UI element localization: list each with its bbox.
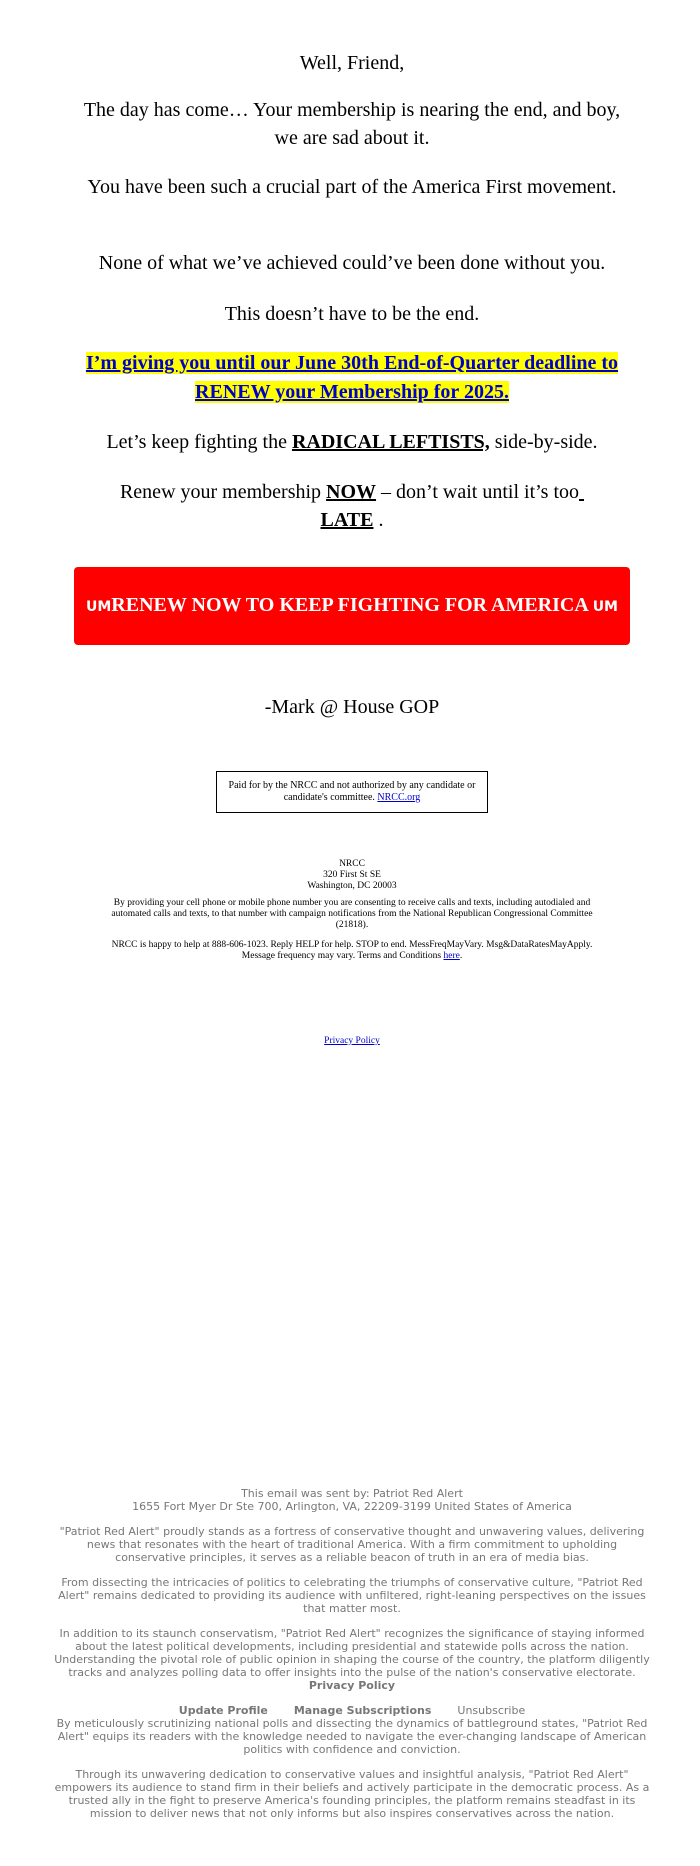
signature: -Mark @ House GOP: [264, 696, 440, 718]
late-emphasis: LATE: [320, 509, 374, 531]
footer-paragraph-1: "Patriot Red Alert" proudly stands as a fortress of conservative thought and unwavering values, delivering news that resonates with the heart of traditional America. With a firm commitment to upholding conservative principles, it serves as a reliable beacon of truth in an era of media bias.: [59, 1525, 645, 1564]
cta-mark-right-icon: UM: [592, 599, 618, 615]
street-address: 320 First St SE: [323, 870, 381, 880]
sms-help-end: .: [459, 951, 463, 961]
paragraph-keep-fighting: [74, 428, 630, 456]
nrcc-address-block: [100, 859, 604, 892]
footer-privacy-policy-link[interactable]: Privacy Policy: [308, 1679, 396, 1692]
period-text: .: [373, 509, 384, 531]
paid-for-disclaimer-box: [216, 771, 488, 813]
keep-fighting-text: Let’s keep fighting the: [106, 431, 292, 453]
unsubscribe-link[interactable]: Unsubscribe: [457, 1704, 526, 1717]
paragraph-achievements: None of what we’ve achieved could’ve been done without you.: [98, 252, 606, 274]
footer-paragraph-2: From dissecting the intricacies of politics to celebrating the triumphs of conservative culture, "Patriot Red Alert" remains dedicated to providing its audience with unfiltered, right-leaning perspectives on the issues that matter most.: [58, 1576, 646, 1615]
now-emphasis: NOW: [326, 481, 377, 503]
paragraph-crucial-part: You have been such a crucial part of the America First movement.: [87, 176, 617, 198]
update-profile-link[interactable]: Update Profile: [178, 1704, 268, 1717]
manage-subscriptions-link[interactable]: Manage Subscriptions: [293, 1704, 432, 1717]
dont-wait-text: – don’t wait until it’s too: [376, 481, 580, 503]
sms-help-text: [100, 940, 604, 962]
sms-consent-text: By providing your cell phone or mobile phone number you are consenting to receive calls and texts, including autodialed and automated calls and texts, to that number with campaign notifications from the National Republican Congressional Committee (21818).: [111, 898, 593, 930]
radical-leftists-emphasis: RADICAL LEFTISTS,: [291, 431, 490, 453]
paid-for-text: Paid for by the NRCC and not authorized by any candidate or candidate's committee.: [228, 780, 476, 803]
footer-paragraph-5: Through its unwavering dedication to conservative values and insightful analysis, "Patriot Red Alert" empowers its audience to stand firm in their beliefs and actively participate in the democratic process. As a trusted ally in the fight to preserve America's founding principles, the platform remains steadfast in its mission to deliver news that not only informs but also inspires conservatives across the nation.: [54, 1768, 650, 1820]
renewal-deadline-text: I’m giving you until our June 30th End-of-Quarter deadline to RENEW your Membership for 2025.: [85, 352, 619, 403]
footer-links: [52, 1704, 652, 1717]
paragraph-renew-now: [74, 478, 630, 534]
greeting: Well, Friend,: [299, 52, 405, 74]
privacy-policy-container: [100, 1036, 604, 1047]
side-by-side-text: side-by-side.: [489, 431, 598, 453]
renewal-deadline-callout: [74, 349, 630, 407]
city-address: Washington, DC 20003: [307, 881, 397, 891]
renew-now-button[interactable]: [74, 567, 630, 645]
footer: [52, 1487, 652, 1820]
org-name: NRCC: [339, 859, 365, 869]
underlined-space: [579, 481, 584, 503]
renew-now-button-label: RENEW NOW TO KEEP FIGHTING FOR AMERICA: [111, 594, 593, 616]
sent-by-text: This email was sent by: Patriot Red Alert: [241, 1487, 463, 1500]
cta-mark-left-icon: UM: [85, 599, 112, 615]
paragraph-not-the-end: This doesn’t have to be the end.: [224, 303, 480, 325]
privacy-policy-link[interactable]: Privacy Policy: [324, 1036, 380, 1046]
sms-help-body: NRCC is happy to help at 888-606-1023. Reply HELP for help. STOP to end. MessFreqMayVary. Msg&DataRatesMayApply. Message frequency may vary. Terms and Conditions: [111, 940, 593, 961]
nrcc-org-link[interactable]: NRCC.org: [377, 792, 421, 803]
terms-here-link[interactable]: here: [443, 951, 460, 961]
paragraph-membership-ending: The day has come… Your membership is nearing the end, and boy, we are sad about it.: [83, 99, 621, 149]
footer-paragraph-4: By meticulously scrutinizing national polls and dissecting the dynamics of battleground states, "Patriot Red Alert" equips its readers with the knowledge needed to navigate the ever-changing landscape of American politics with confidence and conviction.: [56, 1717, 648, 1756]
renew-membership-text: Renew your membership: [119, 481, 327, 503]
footer-paragraph-3: In addition to its staunch conservatism, "Patriot Red Alert" recognizes the significance of staying informed about the latest political developments, including presidential and statewide polls across the nation. Understanding the pivotal role of public opinion in shaping the course of the country, the platform diligently tracks and analyzes polling data to offer insights into the pulse of the nation's conservative electorate.: [54, 1627, 650, 1679]
sender-address: 1655 Fort Myer Dr Ste 700, Arlington, VA, 22209-3199 United States of America: [132, 1500, 572, 1513]
